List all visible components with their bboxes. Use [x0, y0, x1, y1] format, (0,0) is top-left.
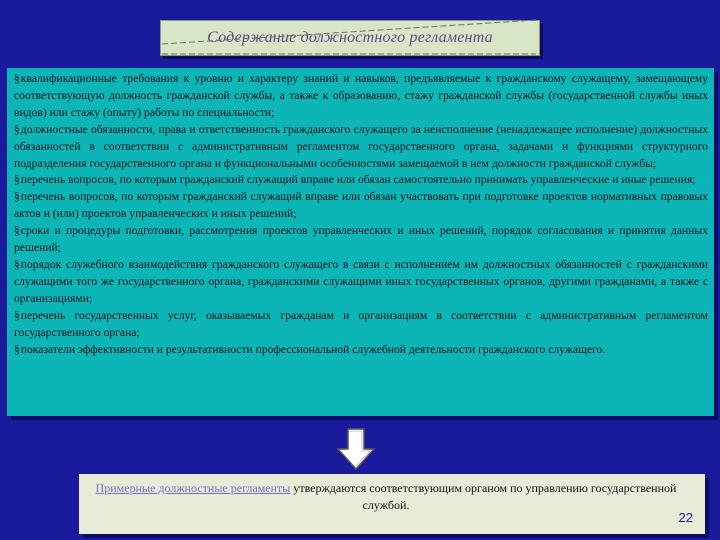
- requirements-list: [14, 71, 708, 358]
- note-text: утверждаются соответствующим органом по управлению государственной службой.: [290, 481, 677, 512]
- list-item: §перечень вопросов, по которым гражданский служащий вправе или обязан участвовать при подготовке проектов нормативных правовых актов и (или) проектов управленческих и иных решений;: [14, 190, 708, 221]
- bullet-icon: §: [14, 224, 20, 238]
- bullet-icon: §: [14, 342, 20, 356]
- bullet-icon: §: [14, 257, 20, 271]
- slide-title-box: [160, 20, 540, 56]
- list-item: §квалификационные требования к уровню и характеру знаний и навыков, предъявляемые к гражданскому служащему, замещающему соответствующую должность гражданской службы, а также к образованию, стажу гражданской службы (государственной службы иных видов) или стажу (опыту) работы по специальности;: [14, 72, 708, 119]
- bullet-icon: §: [14, 72, 20, 85]
- list-item: §порядок служебного взаимодействия гражданского служащего в связи с исполнением им должностных обязанностей с гражданскими служащими того же государственного органа, гражданскими служащими иных государственных органов, другими гражданами, а также с организациями;: [14, 257, 708, 305]
- list-item: §должностные обязанности, права и ответственность гражданского служащего за неисполнение (ненадлежащее исполнение) должностных обязанностей в соответствии с административным регламентом государственного органа, задачами и функциями структурного подразделения государственного органа и функциональными особенностями замещаемой в нем должности гражданской службы;: [14, 122, 708, 170]
- down-arrow-icon: [336, 428, 376, 470]
- note-box: [79, 474, 705, 534]
- list-item: §сроки и процедуры подготовки, рассмотрения проектов управленческих и иных решений, порядок согласования и принятия данных решений;: [14, 224, 708, 255]
- bullet-icon: §: [14, 122, 20, 136]
- bullet-icon: §: [14, 173, 20, 187]
- list-item: §перечень государственных услуг, оказываемых гражданам и организациям в соответствии с административным регламентом государственного органа;: [14, 308, 708, 339]
- slide-title: Содержание должностного регламента: [207, 29, 493, 46]
- sample-regulations-link[interactable]: Примерные должностные регламенты: [95, 481, 291, 495]
- bullet-icon: §: [14, 190, 20, 204]
- bullet-icon: §: [14, 308, 20, 322]
- page-number: 22: [678, 510, 693, 525]
- list-item: §перечень вопросов, по которым гражданский служащий вправе или обязан самостоятельно принимать управленческие и иные решения;: [14, 173, 696, 187]
- content-box: [7, 68, 714, 416]
- list-item: §показатели эффективности и результативности профессиональной служебной деятельности гражданского служащего.: [14, 342, 606, 356]
